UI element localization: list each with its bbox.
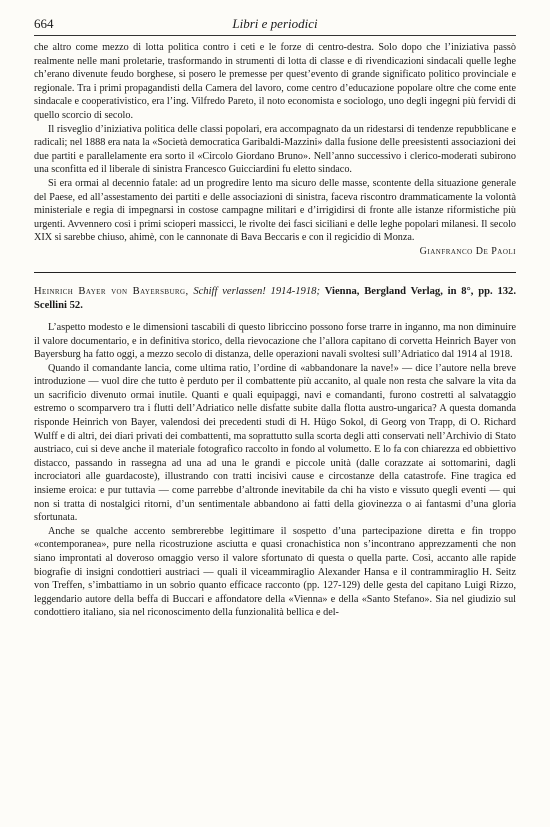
page-number: 664 bbox=[34, 16, 54, 31]
page-header bbox=[34, 16, 516, 36]
review-1-paragraph-2: Il risveglio d’iniziativa politica delle classi popolari, era accompagnato da un ridestarsi di tendenze repubblicane e radicali; nel 1888 era nata la «Società democratica Garibaldi-Mazzini» dalla fusione delle preesistenti associazioni dei due partiti e parallelamente era sorto il «Circolo Giordano Bruno». Nell’anno successivo i clerico-moderati subirono una sconfitta ed il liberale di sinistra Francesco Guicciardini fu eletto sindaco. bbox=[34, 123, 517, 176]
review-1 bbox=[34, 41, 516, 257]
review-2 bbox=[34, 285, 516, 620]
running-title: Libri e periodici bbox=[232, 16, 318, 31]
review-2-paragraph-3: Anche se qualche accento sembrerebbe legittimare il sospetto d’una partecipazione diretta e fin troppo «contemporanea», pure nella ricostruzione asciutta e quasi cronachistica non s’incontrano apprezzamenti che non siano improntati al doveroso omaggio verso il valore sfortunato di questa o quella parte. Così, accanto alle rapide biografie di insigni condottieri austriaci — quali il viceammiraglio Alexander Hansa e il contrammiraglio H. Seitz von Treffen, s’imbattiamo in un sobrio quanto efficace racconto (pp. 127-129) delle gesta del capitano Luigi Rizzo, leggendario autore della beffa di Buccari e affondatore della «Vienna» e della «Santo Stefano». Sia nel giudizio sul condottiero italiano, sia nel riconoscimento della funzionalità bellica e del- bbox=[34, 525, 516, 619]
review-2-paragraph-1: L’aspetto modesto e le dimensioni tascabili di questo libriccino possono forse trarre in inganno, ma non diminuire il valore documentario, e in definitiva storico, della rievocazione che l’allora capitano di corvetta Heinrich Bayer von Bayersburg ha fatto oggi, a mezzo secolo di distanza, delle operazioni navali svoltesi sull’Adriatico dal 1914 al 1918. bbox=[34, 321, 516, 361]
review-1-signature: Gianfranco De Paoli bbox=[419, 245, 516, 257]
review-1-paragraph-3: Si era ormai al decennio fatale: ad un progredire lento ma sicuro delle masse, scontente della situazione generale del Paese, ed all’assestamento dei partiti e delle associazioni di sinistra, faceva riscontro drammaticamente la volontà ministeriale e regia di impegnarsi in costose campagne militari e d’irrigidirsi di fronte alle istanze riformistiche più urgenti. Avvennero così i primi scioperi massicci, le rivolte dei fasci siciliani e delle leghe popolari milanesi. Il secolo XIX si sarebbe chiuso, ahimè, con le cannonate di Bava Beccaris e con il regicidio di Monza. bbox=[34, 177, 516, 244]
section-divider bbox=[34, 272, 516, 273]
book-publication: Vienna, Bergland Verlag, in 8°, pp. 132. Scellini 52. bbox=[34, 285, 516, 311]
book-reference bbox=[34, 285, 516, 313]
book-author: Heinrich Bayer von Bayersburg, bbox=[34, 285, 189, 297]
book-title: Schiff verlassen! 1914-1918; bbox=[193, 285, 320, 297]
review-2-paragraph-2: Quando il comandante lancia, come ultima ratio, l’ordine di «abbandonare la nave!» — dice l’autore nella breve introduzione — vuol dire che tutto è perduto per il combattente più accanito, al quale non resta che salvare la vita da un sacrificio divenuto ormai inutile. Quanti e quali equipaggi, navi e comandanti, furono costretti al salvataggio estremo o scomparvero tra i flutti dell’Adriatico nelle disfatte subite dalla flotta austro-ungarica? A questa domanda risponde Heinrich von Bayer, valendosi dei precedenti studi di H. Hügo Sokol, di Georg von Trapp, di O. Richard Wulff e di altri, dei diari privati dei combattenti, ma soprattutto sulla scorta degli atti conservati nell’Archivio di Stato austriaco, cui si deve anche il materiale fotografico raccolto in fondo al volumetto. E lo fa con chiarezza ed obbiettivo distacco, passando in rassegna ad una ad una le grandi e piccole unità (dalle corazzate ai sottomarini, dagli incrociatori alle guardacoste), illustrando con tratti incisivi cause e circostanze della catastrofe. Fine tragica ed insieme eroica: e pur tuttavia — come parrebbe d’altronde inevitabile da chi ha visto e vissuto quegli eventi — qui non si tratta di nostalgici ritorni, d’un sentimentale abbandono ai fatti della giovinezza o ai fantasmi d’una gloria sfortunata. bbox=[34, 362, 516, 524]
review-1-paragraph-1: che altro come mezzo di lotta politica contro i ceti e le forze di centro-destra. Solo dopo che l’iniziativa passò realmente nelle mani proletarie, trasformando in strumenti di lotta di classe e di rivendicazioni sindacali quelle leghe ch’erano divenute feudo borghese, si posero le premesse per quest’evento di grande significato politico provinciale e regionale. Tra i primi propagandisti della Camera del lavoro, come centro d’educazione popolare oltre che come ente sindacale e cooperativistico, era l’ing. Vilfredo Pareto, il noto economista e sociologo, uno degli ingegni più fervidi di quello scorcio di secolo. bbox=[34, 42, 516, 121]
